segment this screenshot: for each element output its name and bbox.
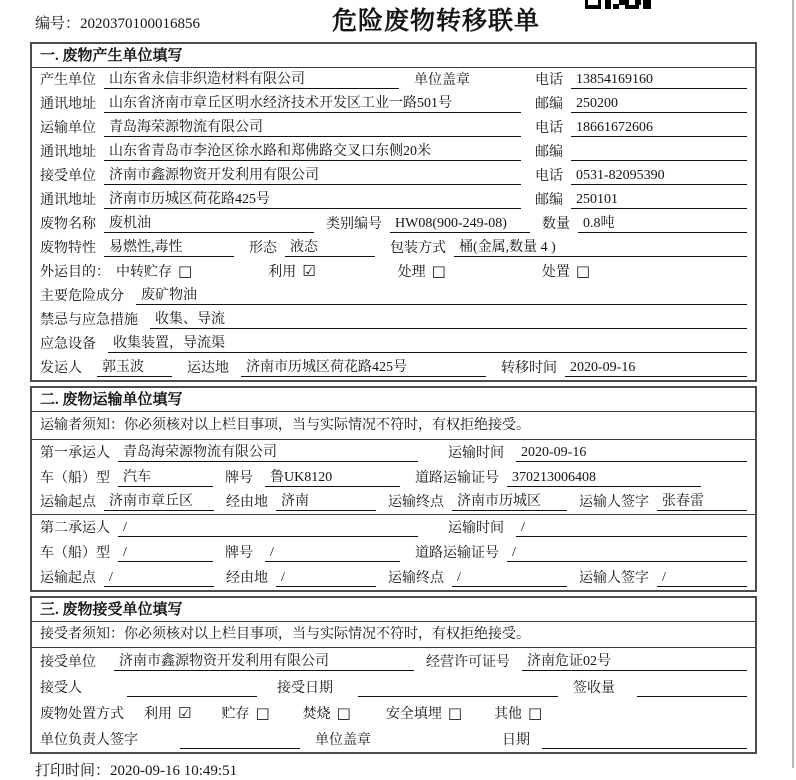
destination-value: 济南市历城区荷花路425号 xyxy=(241,359,486,377)
carrier-sign-label-2: 运输人签字 xyxy=(579,571,649,586)
section-transporter-title: 二. 废物运输单位填写 xyxy=(32,388,755,412)
checkbox-transit-storage xyxy=(116,263,192,281)
responsible-sign-value xyxy=(180,748,300,749)
phone-label-2: 电话 xyxy=(535,121,563,136)
checkbox-disposal-landfill-label: 安全填埋 xyxy=(385,707,442,722)
checkbox-dispose-label: 处置 xyxy=(541,265,570,280)
road-permit-value-2: / xyxy=(507,544,747,562)
checkbox-disposal-incinerate-mark: □ xyxy=(336,704,351,722)
receiver-person-value xyxy=(127,696,257,697)
checkbox-disposal-landfill-mark: □ xyxy=(447,704,463,722)
row-vehicle-1 xyxy=(32,465,755,490)
checkbox-disposal-utilize-mark: ☑ xyxy=(178,704,192,722)
checkbox-transit-storage-label: 中转贮存 xyxy=(116,265,172,280)
producer-address-value: 山东省济南市章丘区明水经济技术开发区工业一路501号 xyxy=(104,95,521,113)
waste-name-label: 废物名称 xyxy=(40,217,96,232)
route-start-label: 运输起点 xyxy=(40,495,96,510)
serial-value: 2020370100016856 xyxy=(80,16,201,32)
unit-seal-label: 单位盖章 xyxy=(414,73,470,88)
checkbox-disposal-incinerate xyxy=(303,705,351,723)
transport-time-label: 运输时间 xyxy=(448,446,504,461)
phone-value-3: 0531-82095390 xyxy=(571,167,747,185)
route-via-label-2: 经由地 xyxy=(226,571,268,586)
quantity-value: 0.8吨 xyxy=(578,215,747,233)
pack-label: 包装方式 xyxy=(390,241,446,256)
zip-label: 邮编 xyxy=(535,97,563,112)
carrier-sign-label: 运输人签字 xyxy=(579,495,649,510)
character-value: 易燃性,毒性 xyxy=(104,239,234,257)
category-value: HW08(900-249-08) xyxy=(390,215,530,233)
shipper-label: 发运人 xyxy=(40,361,82,376)
hazard-value: 废矿物油 xyxy=(136,287,747,305)
row-first-carrier xyxy=(32,440,755,465)
route-start-value-2: / xyxy=(104,569,214,587)
transporter-notice-text: 运输者须知：你必须核对以上栏目事项，当与实际情况不符时，有权拒绝接受。 xyxy=(40,418,530,433)
plate-label-2: 牌号 xyxy=(225,546,253,561)
receive-unit-label-3: 接受单位 xyxy=(40,655,96,670)
page-title: 危险废物转移联单 xyxy=(332,8,541,35)
row-receive-unit xyxy=(32,164,755,188)
checkbox-disposal-other-mark: □ xyxy=(528,704,543,722)
row-produce-unit xyxy=(32,68,755,92)
date-label-3: 日期 xyxy=(502,733,530,748)
row-hazard-component xyxy=(32,284,755,308)
row-disposal-method xyxy=(32,700,755,726)
form-value: 液态 xyxy=(285,239,375,257)
route-start-value: 济南市章丘区 xyxy=(104,493,214,511)
receive-date-value xyxy=(358,696,558,697)
license-value: 济南危证02号 xyxy=(522,653,747,671)
transfer-time-label: 转移时间 xyxy=(501,361,557,376)
checkbox-dispose-mark: □ xyxy=(575,262,591,280)
form-label: 形态 xyxy=(249,241,277,256)
row-transfer-purpose xyxy=(32,260,755,284)
row-transporter-address xyxy=(32,140,755,164)
row-receiver-notice xyxy=(32,622,755,648)
phone-group-2 xyxy=(535,119,747,137)
category-label: 类别编号 xyxy=(326,217,382,232)
checkbox-disposal-landfill xyxy=(386,705,462,723)
receiver-address-value: 济南市历城区荷花路425号 xyxy=(104,191,521,209)
quantity-label: 数量 xyxy=(542,217,570,232)
second-carrier-label: 第二承运人 xyxy=(40,521,110,536)
checkbox-disposal-other xyxy=(494,705,542,723)
receive-unit-value: 济南市鑫源物资开发利用有限公司 xyxy=(104,167,521,185)
second-carrier-value: / xyxy=(118,519,418,537)
serial-number xyxy=(35,12,200,33)
receiver-notice-text: 接受者须知：你必须核对以上栏目事项，当与实际情况不符时，有权拒绝接受。 xyxy=(40,627,530,642)
receive-unit-label: 接受单位 xyxy=(40,169,96,184)
phone-group-3 xyxy=(535,167,747,185)
transport-time-label-2: 运输时间 xyxy=(448,521,504,536)
checkbox-disposal-other-label: 其他 xyxy=(494,707,523,722)
zip-label-2: 邮编 xyxy=(535,145,563,160)
row-producer-address xyxy=(32,92,755,116)
zip-group xyxy=(535,95,747,113)
road-permit-label: 道路运输证号 xyxy=(415,471,499,486)
plate-label: 牌号 xyxy=(225,471,253,486)
transport-unit-label: 运输单位 xyxy=(40,121,96,136)
equipment-value: 收集装置，导流渠 xyxy=(108,335,747,353)
row-waste-character xyxy=(32,236,755,260)
phone-value-2: 18661672606 xyxy=(571,119,747,137)
produce-unit-label: 产生单位 xyxy=(40,73,96,88)
plate-value: 鲁UK8120 xyxy=(265,469,400,487)
taboo-value: 收集、导流 xyxy=(150,311,747,329)
receive-qty-label: 签收量 xyxy=(573,681,615,696)
route-end-value-2: / xyxy=(452,569,567,587)
plate-value-2: / xyxy=(265,544,400,562)
license-label: 经营许可证号 xyxy=(426,655,510,670)
checkbox-disposal-store xyxy=(221,705,269,723)
page-edge-line xyxy=(792,0,794,768)
row-route-1 xyxy=(32,490,755,515)
phone-label: 电话 xyxy=(535,73,563,88)
character-label: 废物特性 xyxy=(40,241,96,256)
print-time-label: 打印时间： xyxy=(35,763,111,779)
vehicle-type-label: 车（船）型 xyxy=(40,471,110,486)
route-end-label: 运输终点 xyxy=(388,495,444,510)
taboo-label: 禁忌与应急措施 xyxy=(40,313,138,328)
phone-value: 13854169160 xyxy=(571,71,747,89)
route-end-value: 济南市历城区 xyxy=(452,493,567,511)
route-end-label-2: 运输终点 xyxy=(388,571,444,586)
checkbox-utilize-mark: ☑ xyxy=(302,262,316,280)
checkbox-utilize xyxy=(268,263,315,281)
receive-qty-value xyxy=(637,696,747,697)
checkbox-disposal-utilize xyxy=(144,705,191,723)
print-time xyxy=(35,759,796,780)
row-emergency-equipment xyxy=(32,332,755,356)
responsible-sign-label: 单位负责人签字 xyxy=(40,733,138,748)
row-receive-unit-3 xyxy=(32,648,755,674)
row-vehicle-2 xyxy=(32,540,755,565)
transport-unit-value: 青岛海荣源物流有限公司 xyxy=(104,119,521,137)
section-producer-title: 一. 废物产生单位填写 xyxy=(32,44,755,68)
road-permit-label-2: 道路运输证号 xyxy=(415,546,499,561)
checkbox-disposal-store-mark: □ xyxy=(255,704,270,722)
disposal-method-label: 废物处置方式 xyxy=(40,707,124,722)
receive-unit-value-3: 济南市鑫源物资开发利用有限公司 xyxy=(114,653,414,671)
produce-unit-value: 山东省永信非织造材料有限公司 xyxy=(104,71,399,89)
zip-label-3: 邮编 xyxy=(535,193,563,208)
first-carrier-value: 青岛海荣源物流有限公司 xyxy=(118,444,418,462)
row-receiver-address xyxy=(32,188,755,212)
route-via-value: 济南 xyxy=(276,493,376,511)
date-value-3 xyxy=(542,748,747,749)
unit-seal-label-3: 单位盖章 xyxy=(315,733,371,748)
transport-time-value: 2020-09-16 xyxy=(516,444,747,462)
vehicle-type-value: 汽车 xyxy=(118,469,213,487)
zip-value: 250200 xyxy=(571,95,747,113)
route-via-value-2: / xyxy=(276,569,376,587)
receive-date-label: 接受日期 xyxy=(277,681,333,696)
section-receiver xyxy=(30,596,757,754)
transfer-time-value: 2020-09-16 xyxy=(565,359,747,377)
pack-value: 桶(金属,数量 4 ) xyxy=(454,239,747,257)
carrier-sign-value: 张春雷 xyxy=(657,493,747,511)
checkbox-utilize-label: 利用 xyxy=(268,265,297,280)
section-producer xyxy=(30,42,757,382)
phone-label-3: 电话 xyxy=(535,169,563,184)
row-waste-name xyxy=(32,212,755,236)
row-route-2 xyxy=(32,565,755,590)
section-receiver-title: 三. 废物接受单位填写 xyxy=(32,598,755,622)
hazard-label: 主要危险成分 xyxy=(40,289,124,304)
zip-value-2 xyxy=(571,160,747,161)
address-label-3: 通讯地址 xyxy=(40,193,96,208)
zip-value-3: 250101 xyxy=(571,191,747,209)
row-transport-unit xyxy=(32,116,755,140)
checkbox-disposal-incinerate-label: 焚烧 xyxy=(302,707,331,722)
row-taboo-measures xyxy=(32,308,755,332)
checkbox-disposal-store-label: 贮存 xyxy=(221,707,250,722)
purpose-label: 外运目的： xyxy=(40,265,110,280)
transporter-address-value: 山东省青岛市李沧区徐水路和郑佛路交叉口东侧20米 xyxy=(104,143,521,161)
first-carrier-label: 第一承运人 xyxy=(40,446,110,461)
zip-group-2 xyxy=(535,144,747,161)
checkbox-dispose xyxy=(542,263,590,281)
route-start-label-2: 运输起点 xyxy=(40,571,96,586)
shipper-value: 郭玉波 xyxy=(97,359,172,377)
qr-code-fragment xyxy=(585,0,651,9)
row-responsible-sign xyxy=(32,726,755,752)
address-label-2: 通讯地址 xyxy=(40,145,96,160)
document-header xyxy=(0,0,796,42)
serial-label: 编号： xyxy=(35,16,81,32)
vehicle-type-label-2: 车（船）型 xyxy=(40,546,110,561)
road-permit-value: 370213006408 xyxy=(507,469,701,487)
waste-name-value: 废机油 xyxy=(104,215,314,233)
checkbox-treat-label: 处理 xyxy=(397,265,426,280)
checkbox-disposal-utilize-label: 利用 xyxy=(144,707,172,722)
zip-group-3 xyxy=(535,191,747,209)
carrier-sign-value-2: / xyxy=(657,569,747,587)
checkbox-treat-mark: □ xyxy=(431,262,446,280)
route-via-label: 经由地 xyxy=(226,495,268,510)
row-second-carrier xyxy=(32,515,755,540)
checkbox-transit-storage-mark: □ xyxy=(178,262,193,280)
row-shipper xyxy=(32,356,755,380)
row-transporter-notice xyxy=(32,412,755,440)
receiver-person-label: 接受人 xyxy=(40,681,82,696)
destination-label: 运达地 xyxy=(187,361,229,376)
vehicle-type-value-2: / xyxy=(118,544,213,562)
transport-time-value-2: / xyxy=(516,519,747,537)
checkbox-treat xyxy=(398,263,446,281)
phone-group xyxy=(535,71,747,89)
section-transporter xyxy=(30,386,757,592)
equipment-label: 应急设备 xyxy=(40,337,96,352)
address-label: 通讯地址 xyxy=(40,97,96,112)
row-receiver-person xyxy=(32,674,755,700)
print-time-value: 2020-09-16 10:49:51 xyxy=(110,763,238,779)
